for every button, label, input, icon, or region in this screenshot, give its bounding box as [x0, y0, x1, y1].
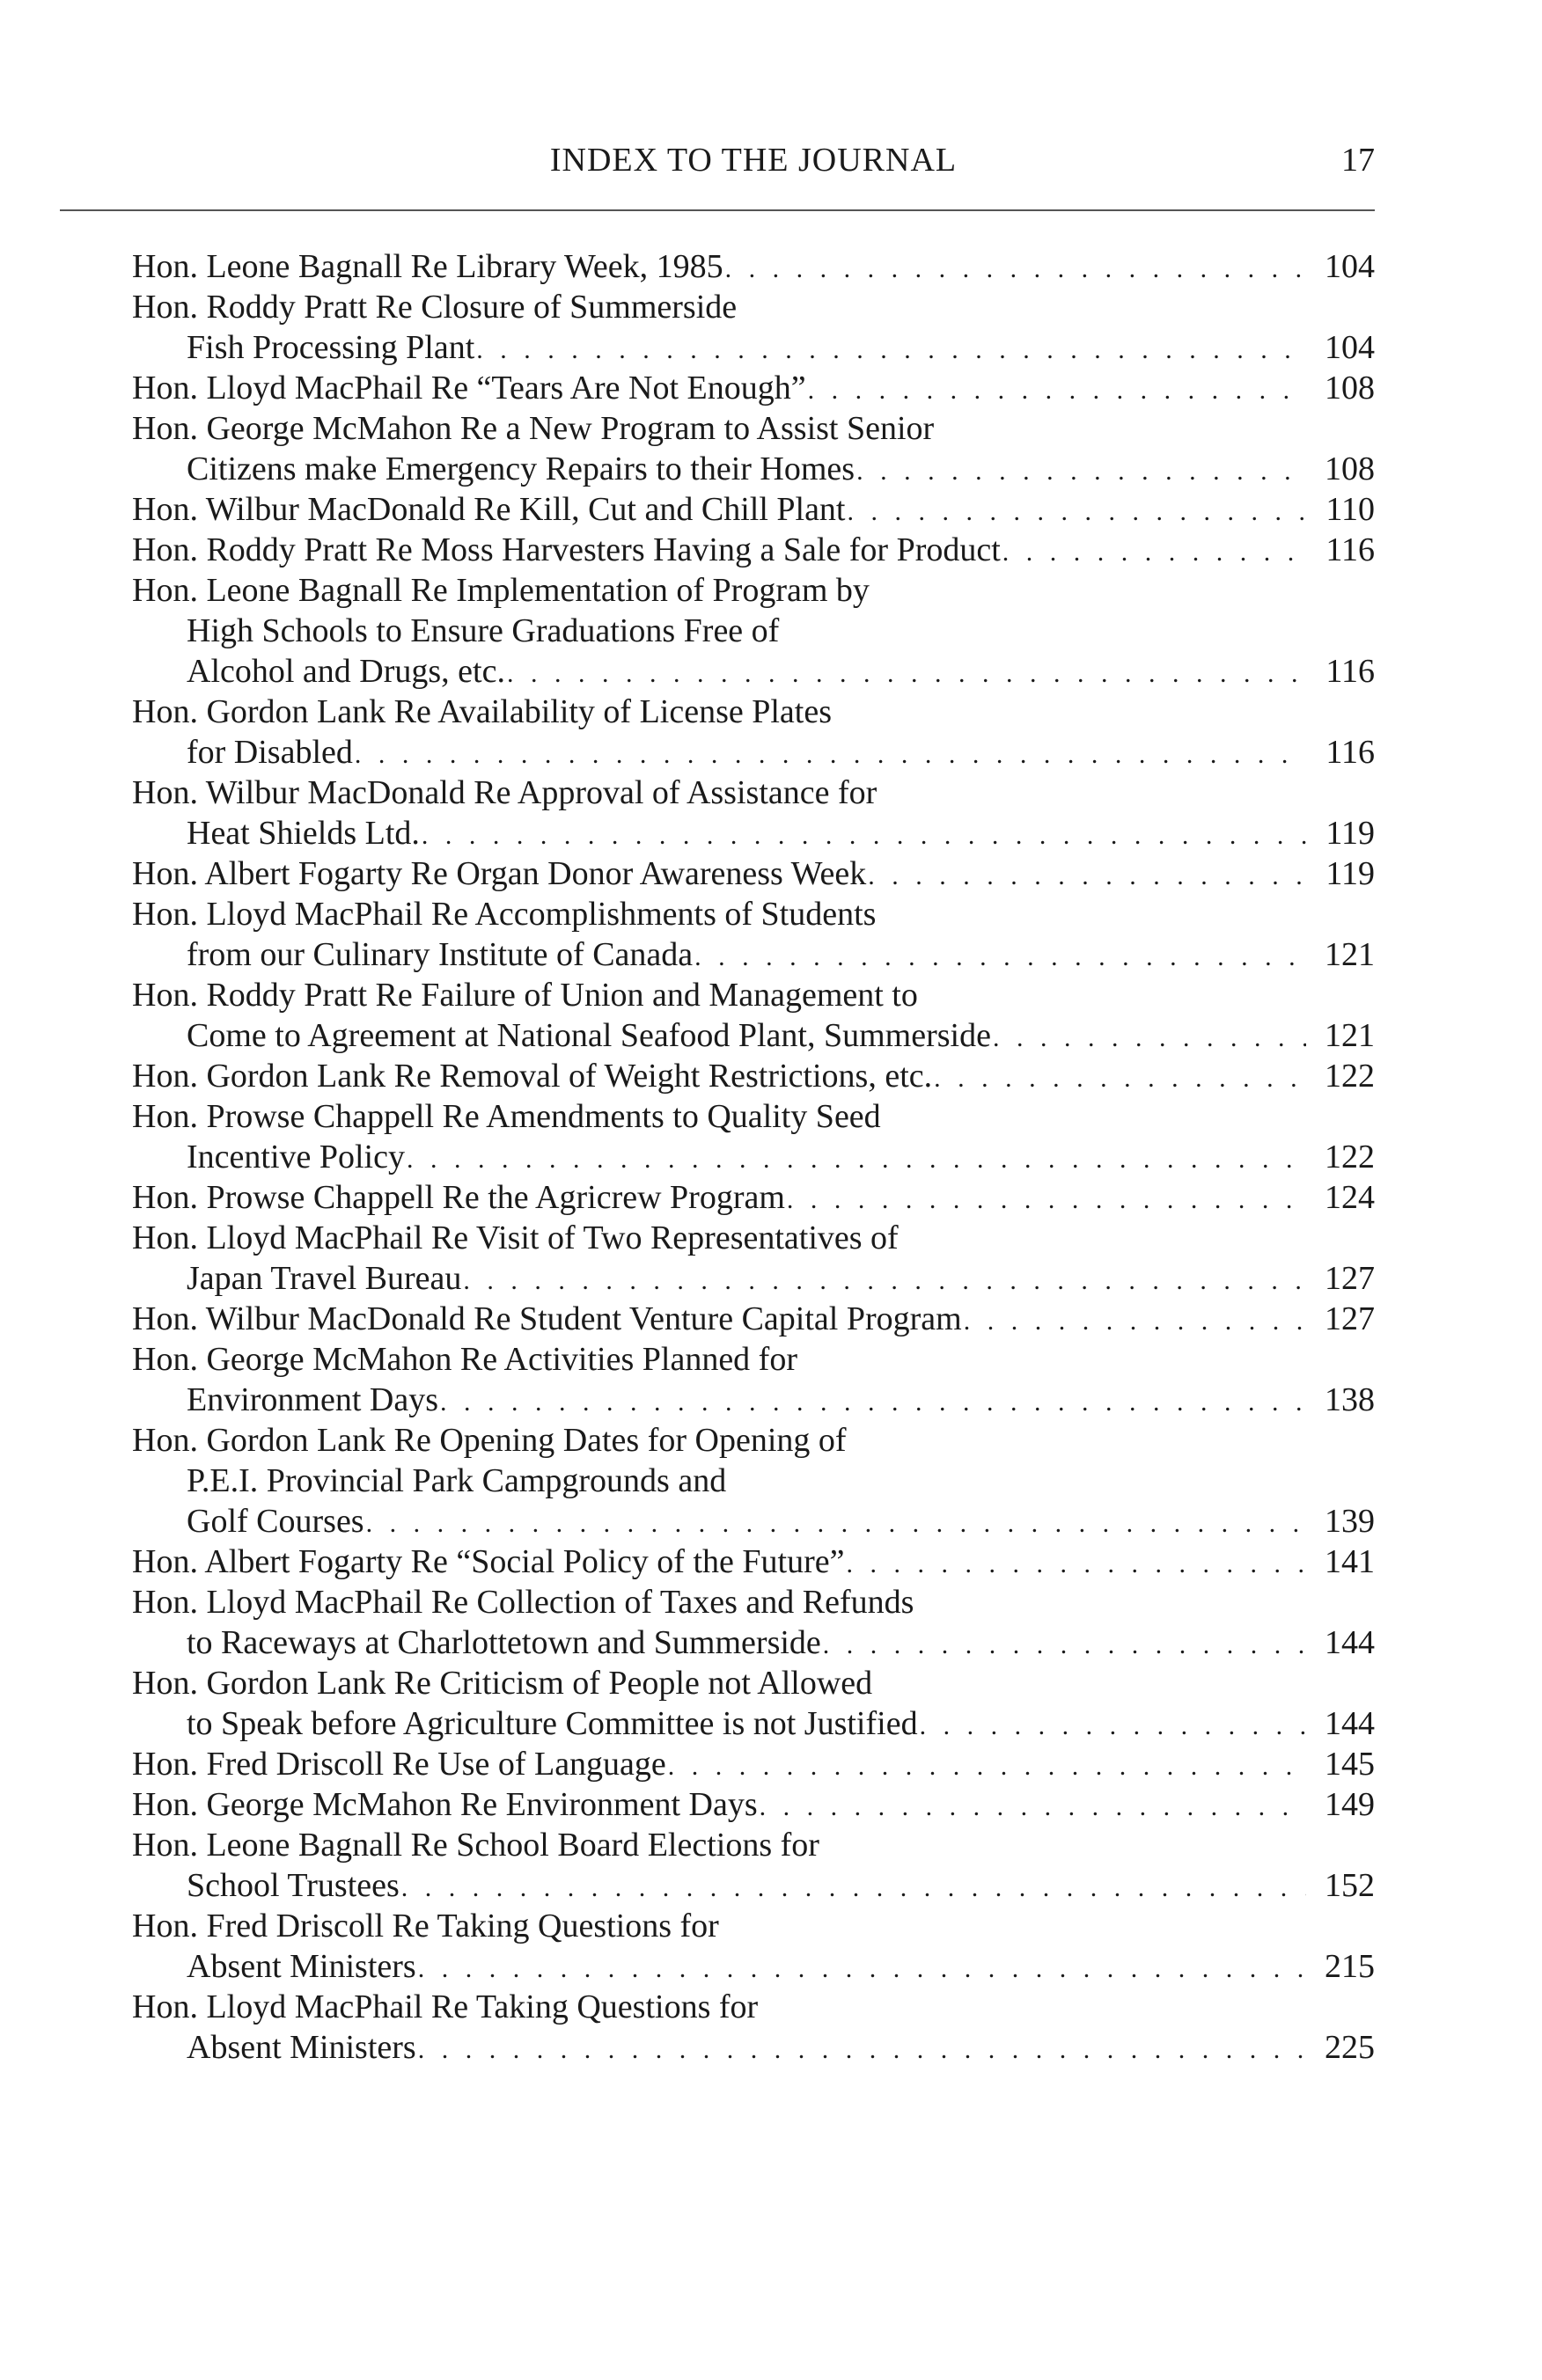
entry-line [132, 1420, 1375, 1461]
entry-text: Hon. Gordon Lank Re Availability of License Plates [132, 693, 833, 730]
dot-leader [401, 1868, 1306, 1908]
index-entry [132, 1784, 1375, 1825]
entry-line [132, 570, 1375, 611]
entry-page-number: 127 [1325, 1260, 1375, 1297]
entry-page-number: 108 [1325, 370, 1375, 406]
index-entry [132, 1987, 1375, 2068]
entry-page-number: 119 [1325, 815, 1375, 852]
entry-continuation-line [132, 813, 1375, 853]
entry-continuation-line [132, 732, 1375, 773]
entry-page-number: 116 [1325, 531, 1375, 568]
entry-continuation-line [132, 1258, 1375, 1299]
index-entry [132, 1339, 1375, 1420]
entry-text: Hon. Albert Fogarty Re “Social Policy of the Future” [132, 1543, 845, 1580]
entry-line [132, 1339, 1375, 1380]
page-header [132, 132, 1375, 194]
entry-text: Absent Ministers [187, 2029, 416, 2066]
header-divider [60, 209, 1375, 211]
entry-text: Hon. Wilbur MacDonald Re Approval of Assistance for [132, 774, 877, 811]
entry-page-number: 104 [1325, 248, 1375, 285]
entry-line [132, 1177, 1375, 1218]
index-entry [132, 1056, 1375, 1096]
dot-leader [846, 1544, 1306, 1585]
entry-text: Hon. Fred Driscoll Re Use of Language [132, 1746, 666, 1783]
entry-text: Hon. Leone Bagnall Re School Board Elections for [132, 1827, 819, 1864]
entry-text: High Schools to Ensure Graduations Free of [187, 612, 780, 649]
entry-text: Hon. Lloyd MacPhail Re Accomplishments of Students [132, 896, 877, 933]
entry-text: Hon. Lloyd MacPhail Re Visit of Two Representatives of [132, 1219, 899, 1256]
entry-page-number: 225 [1325, 2029, 1375, 2066]
entry-page-number: 124 [1325, 1179, 1375, 1216]
dot-leader [476, 330, 1306, 370]
entry-continuation-line [132, 1703, 1375, 1744]
entry-line [132, 1825, 1375, 1865]
entry-page-number: 152 [1325, 1867, 1375, 1904]
index-entry [132, 1582, 1375, 1663]
entry-page-number: 110 [1325, 491, 1375, 528]
entry-continuation-line [132, 651, 1375, 692]
entry-text: Alcohol and Drugs, etc. [187, 653, 505, 690]
entry-text: Absent Ministers [187, 1948, 416, 1985]
entry-line [132, 1784, 1375, 1825]
dot-leader [422, 816, 1306, 856]
entry-page-number: 122 [1325, 1058, 1375, 1095]
entry-line [132, 1582, 1375, 1622]
dot-leader [848, 492, 1307, 532]
dot-leader [355, 735, 1306, 775]
entry-page-number: 121 [1325, 1017, 1375, 1054]
entry-text: Environment Days [187, 1381, 439, 1418]
entry-page-number: 108 [1325, 450, 1375, 487]
entry-line [132, 287, 1375, 327]
entry-line [132, 1056, 1375, 1096]
entry-text: from our Culinary Institute of Canada [187, 936, 694, 973]
index-entry [132, 1299, 1375, 1339]
dot-leader [407, 1139, 1306, 1180]
entry-continuation-line [132, 1015, 1375, 1056]
page-title: INDEX TO THE JOURNAL [549, 142, 958, 179]
index-entry [132, 894, 1375, 975]
dot-leader [920, 1706, 1306, 1747]
index-entry [132, 975, 1375, 1056]
entry-text: for Disabled [187, 734, 353, 771]
entry-line [132, 1906, 1375, 1946]
index-entry [132, 1177, 1375, 1218]
index-entry [132, 287, 1375, 368]
entry-page-number: 104 [1325, 329, 1375, 366]
entry-text: Hon. Gordon Lank Re Removal of Weight Restrictions, etc. [132, 1058, 933, 1095]
entry-continuation-line [132, 1380, 1375, 1420]
index-entry [132, 1744, 1375, 1784]
entry-text: Citizens make Emergency Repairs to their Homes [187, 450, 855, 487]
entry-text: Come to Agreement at National Seafood Plant, Summerside [187, 1017, 991, 1054]
entry-text: Hon. Prowse Chappell Re Amendments to Quality Seed [132, 1098, 881, 1135]
dot-leader [418, 1949, 1306, 1989]
entry-page-number: 138 [1325, 1381, 1375, 1418]
entry-line [132, 368, 1375, 408]
index-entry [132, 1906, 1375, 1987]
index-entry [132, 773, 1375, 853]
entry-continuation-line [132, 2027, 1375, 2068]
entry-text: Hon. Leone Bagnall Re Implementation of Program by [132, 572, 870, 609]
entry-line [132, 853, 1375, 894]
entry-text: Hon. Wilbur MacDonald Re Student Venture Capital Program [132, 1300, 962, 1337]
dot-leader [760, 1787, 1306, 1827]
dot-leader [823, 1625, 1306, 1666]
index-entry [132, 1663, 1375, 1744]
dot-leader [463, 1261, 1306, 1301]
entry-text: Hon. Lloyd MacPhail Re Taking Questions for [132, 1988, 759, 2025]
index-entry [132, 570, 1375, 692]
entry-continuation-line [132, 1501, 1375, 1542]
entry-text: Hon. Albert Fogarty Re Organ Donor Awareness Week [132, 855, 867, 892]
entry-page-number: 116 [1325, 653, 1375, 690]
entry-page-number: 149 [1325, 1786, 1375, 1823]
entry-text: Japan Travel Bureau [187, 1260, 462, 1297]
entry-line [132, 692, 1375, 732]
dot-leader [694, 937, 1306, 978]
entry-page-number: 127 [1325, 1300, 1375, 1337]
dot-leader [856, 451, 1306, 492]
entry-page-number: 141 [1325, 1543, 1375, 1580]
index-entry [132, 1542, 1375, 1582]
dot-leader [366, 1504, 1306, 1544]
dot-leader [668, 1747, 1306, 1787]
entry-line [132, 894, 1375, 934]
entry-continuation-line [132, 449, 1375, 489]
entry-text: Hon. Wilbur MacDonald Re Kill, Cut and Chill Plant [132, 491, 846, 528]
index-entry [132, 408, 1375, 489]
entry-text: Fish Processing Plant [187, 329, 475, 366]
dot-leader [993, 1018, 1306, 1058]
entry-continuation-line [132, 1461, 1375, 1501]
entry-text: Hon. Prowse Chappell Re the Agricrew Program [132, 1179, 785, 1216]
dot-leader [934, 1058, 1306, 1099]
entry-text: Hon. Gordon Lank Re Criticism of People not Allowed [132, 1665, 873, 1702]
entry-line [132, 773, 1375, 813]
index-entry [132, 530, 1375, 570]
entry-continuation-line [132, 611, 1375, 651]
entry-line [132, 246, 1375, 287]
index-entry [132, 489, 1375, 530]
entry-text: Hon. Leone Bagnall Re Library Week, 1985 [132, 248, 723, 285]
entry-line [132, 1663, 1375, 1703]
entry-line [132, 530, 1375, 570]
entry-text: P.E.I. Provincial Park Campgrounds and [187, 1462, 727, 1499]
dot-leader [507, 654, 1306, 694]
entry-continuation-line [132, 1137, 1375, 1177]
entry-line [132, 1987, 1375, 2027]
dot-leader [1002, 532, 1306, 573]
index-entries [132, 246, 1375, 2068]
entry-line [132, 1096, 1375, 1137]
entry-text: Hon. Roddy Pratt Re Closure of Summerside [132, 289, 738, 326]
entry-continuation-line [132, 1865, 1375, 1906]
index-entry [132, 853, 1375, 894]
entry-text: Hon. Lloyd MacPhail Re Collection of Taxes and Refunds [132, 1584, 914, 1621]
dot-leader [440, 1382, 1306, 1423]
entry-text: Hon. Roddy Pratt Re Moss Harvesters Having a Sale for Product [132, 531, 1001, 568]
entry-text: to Raceways at Charlottetown and Summerside [187, 1624, 821, 1661]
index-entry [132, 1825, 1375, 1906]
entry-page-number: 145 [1325, 1746, 1375, 1783]
entry-line [132, 1542, 1375, 1582]
dot-leader [418, 2030, 1306, 2070]
entry-line [132, 489, 1375, 530]
entry-text: Hon. George McMahon Re Environment Days [132, 1786, 758, 1823]
entry-continuation-line [132, 1622, 1375, 1663]
index-entry [132, 1096, 1375, 1177]
entry-line [132, 408, 1375, 449]
entry-line [132, 1218, 1375, 1258]
dot-leader [964, 1301, 1306, 1342]
entry-page-number: 144 [1325, 1705, 1375, 1742]
entry-page-number: 121 [1325, 936, 1375, 973]
entry-continuation-line [132, 1946, 1375, 1987]
index-entry [132, 692, 1375, 773]
index-entry [132, 368, 1375, 408]
page-number: 17 [1341, 142, 1375, 179]
entry-page-number: 139 [1325, 1503, 1375, 1540]
entry-text: Heat Shields Ltd. [187, 815, 420, 852]
entry-page-number: 116 [1325, 734, 1375, 771]
entry-continuation-line [132, 934, 1375, 975]
entry-text: Golf Courses [187, 1503, 364, 1540]
entry-line [132, 1744, 1375, 1784]
entry-text: Hon. Roddy Pratt Re Failure of Union and Management to [132, 977, 918, 1014]
dot-leader [808, 370, 1306, 411]
entry-text: Hon. Gordon Lank Re Opening Dates for Opening of [132, 1422, 847, 1459]
entry-line [132, 1299, 1375, 1339]
entry-text: to Speak before Agriculture Committee is not Justified [187, 1705, 918, 1742]
dot-leader [787, 1180, 1306, 1220]
entry-page-number: 144 [1325, 1624, 1375, 1661]
entry-text: Hon. Lloyd MacPhail Re “Tears Are Not Enough” [132, 370, 806, 406]
entry-continuation-line [132, 327, 1375, 368]
entry-page-number: 215 [1325, 1948, 1375, 1985]
entry-text: Hon. George McMahon Re a New Program to Assist Senior [132, 410, 935, 447]
journal-page [132, 132, 1375, 2066]
entry-text: School Trustees [187, 1867, 400, 1904]
index-entry [132, 1218, 1375, 1299]
entry-text: Hon. Fred Driscoll Re Taking Questions for [132, 1908, 719, 1944]
entry-text: Incentive Policy [187, 1139, 405, 1175]
index-entry [132, 1420, 1375, 1542]
index-entry [132, 246, 1375, 287]
entry-page-number: 122 [1325, 1139, 1375, 1175]
dot-leader [868, 856, 1306, 897]
entry-line [132, 975, 1375, 1015]
dot-leader [725, 249, 1306, 289]
entry-text: Hon. George McMahon Re Activities Planned for [132, 1341, 797, 1378]
entry-page-number: 119 [1325, 855, 1375, 892]
